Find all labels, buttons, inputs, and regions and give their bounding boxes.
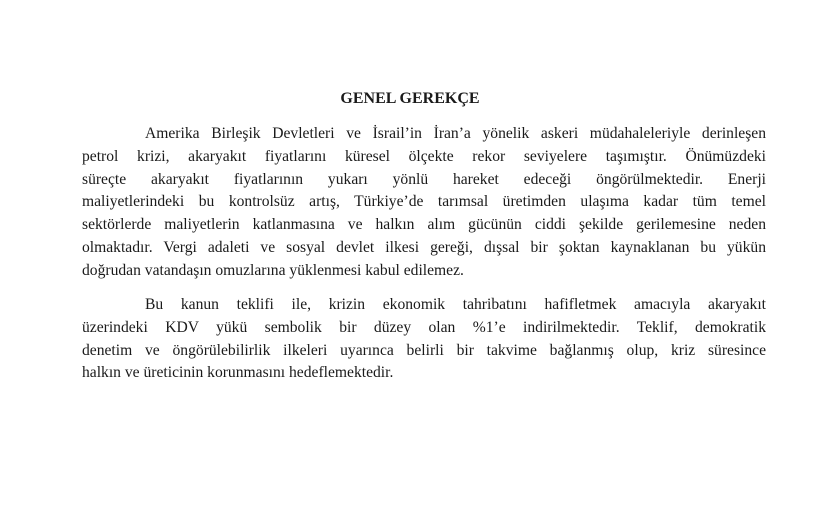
document-title: GENEL GEREKÇE — [340, 90, 480, 107]
paragraph-1 — [82, 123, 766, 283]
text-line: halkın ve üreticinin korunmasını hedeflemektedir. — [82, 364, 394, 382]
text-line: sektörlerde maliyetlerin katlanmasına ve halkın alım gücünün ciddi şekilde gerilemesine neden — [82, 216, 766, 234]
text-line: maliyetlerindeki bu kontrolsüz artış, Türkiye’de tarımsal üretimden ulaşıma kadar tüm temel — [82, 193, 766, 211]
text-line: olmaktadır. Vergi adaleti ve sosyal devlet ilkesi gereği, dışsal bir şoktan kaynaklanan bu yükün — [82, 238, 766, 256]
text-line: üzerindeki KDV yükü sembolik bir düzey olan %1’e indirilmektedir. Teklif, demokratik — [82, 318, 766, 336]
text-line: denetim ve öngörülebilirlik ilkeleri uyarınca belirli bir takvime bağlanmış olup, kriz süresince — [82, 341, 766, 359]
text-line: süreçte akaryakıt fiyatlarının yukarı yönlü hareket edeceği öngörülmektedir. Enerji — [82, 170, 766, 188]
text-line: doğrudan vatandaşın omuzlarına yüklenmesi kabul edilemez. — [82, 261, 464, 279]
paragraph-2 — [82, 294, 766, 385]
text-line: petrol krizi, akaryakıt fiyatlarını küresel ölçekte rekor seviyelere taşımıştır. Önümüzdeki — [82, 147, 766, 165]
text-line: Bu kanun teklifi ile, krizin ekonomik tahribatını hafifletmek amacıyla akaryakıt — [145, 296, 766, 313]
text-line: Amerika Birleşik Devletleri ve İsrail’in İran’a yönelik askeri müdahaleleriyle derinleşen — [145, 125, 766, 142]
